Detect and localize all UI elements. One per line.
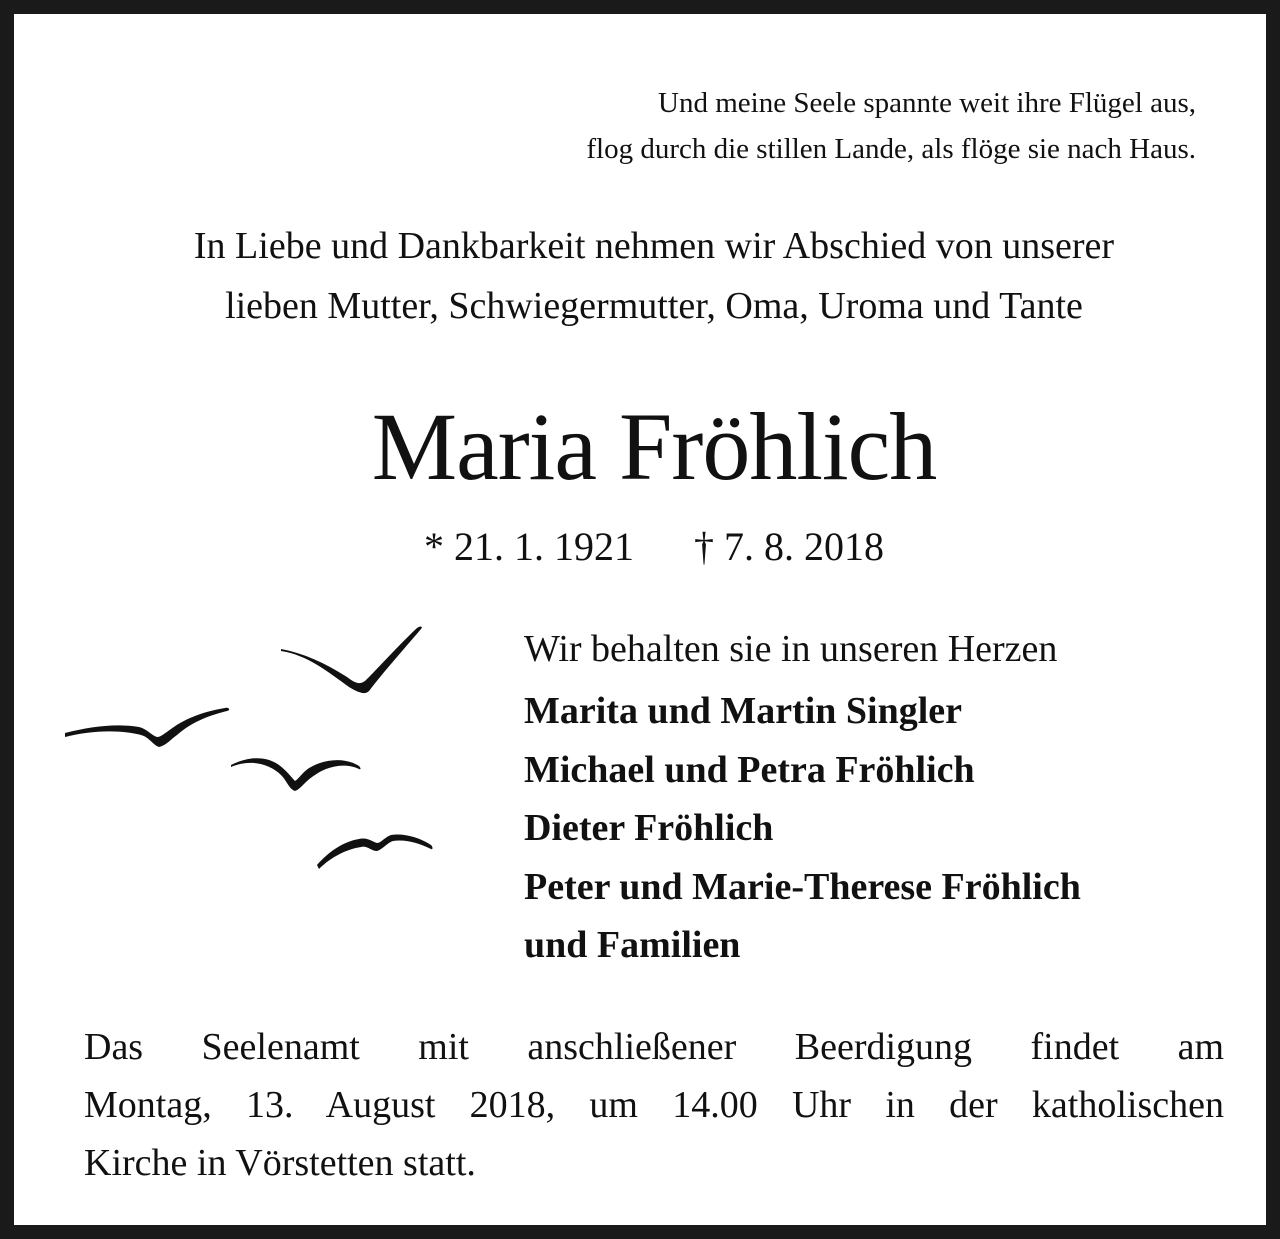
service-line: Das Seelenamt mit anschließener Beerdigung findet am xyxy=(84,1026,1224,1068)
bird-icon xyxy=(317,834,433,869)
intro-line: In Liebe und Dankbarkeit nehmen wir Abschied von unserer xyxy=(193,225,1115,267)
family-member: Michael und Petra Fröhlich xyxy=(524,748,975,791)
family-member: Peter und Marie-Therese Fröhlich xyxy=(524,865,1081,908)
family-lead: Wir behalten sie in unseren Herzen xyxy=(524,628,1058,670)
life-dates xyxy=(14,522,1280,572)
motto-line: flog durch die stillen Lande, als flöge sie nach Haus. xyxy=(586,133,1196,165)
bird-icon xyxy=(281,626,422,693)
service-line: Kirche in Vörstetten statt. xyxy=(84,1142,476,1184)
family-member: Marita und Martin Singler xyxy=(524,690,963,732)
motto-line: Und meine Seele spannte weit ihre Flügel aus, xyxy=(658,87,1196,119)
bird-icon xyxy=(65,708,229,747)
family-member: und Familien xyxy=(524,924,741,967)
family-member: Dieter Fröhlich xyxy=(524,807,774,850)
birth-date: * 21. 1. 1921 xyxy=(424,524,634,569)
motto-verse xyxy=(296,80,1196,172)
flying-birds-icon xyxy=(59,619,439,879)
service-line: Montag, 13. August 2018, um 14.00 Uhr in der katholischen xyxy=(84,1084,1224,1126)
bird-icon xyxy=(231,758,361,791)
intro-line: lieben Mutter, Schwiegermutter, Oma, Uroma und Tante xyxy=(225,285,1083,327)
service-announcement xyxy=(84,1018,1224,1192)
death-date: † 7. 8. 2018 xyxy=(694,524,884,569)
deceased-name: Maria Fröhlich xyxy=(371,393,937,500)
intro-text xyxy=(74,216,1234,336)
family-list xyxy=(524,620,1244,975)
